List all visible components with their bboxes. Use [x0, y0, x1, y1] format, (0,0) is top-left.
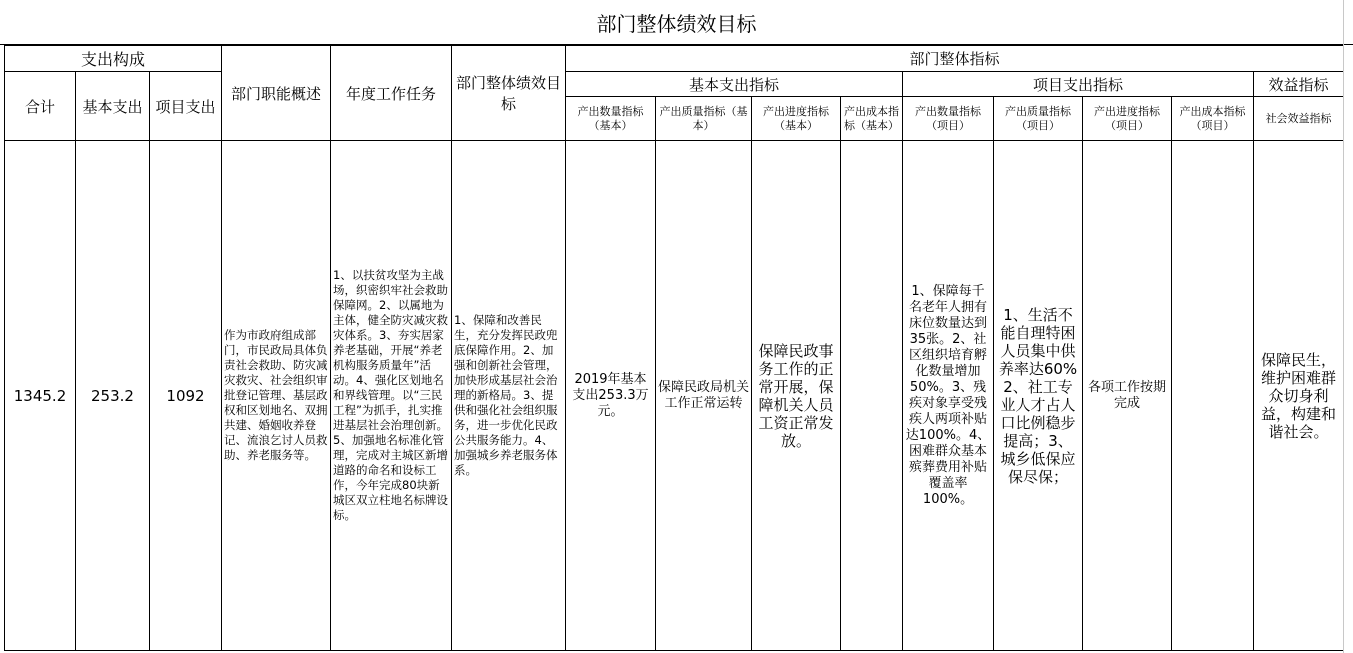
header-basic-expenditure[interactable]: 基本支出 [76, 72, 150, 141]
cell-proj-cost[interactable] [1172, 141, 1254, 651]
cell-proj-qty[interactable]: 1、保障每千名老年人拥有床位数量达到35张。2、社区组织培育孵化数量增加50%。3、残疾对象享受残疾人两项补贴达100%。4、困难群众基本殡葬费用补贴覆盖率100%。 [903, 141, 994, 651]
cell-basic-qty[interactable]: 2019年基本支出253.3万元。 [566, 141, 656, 651]
performance-table [4, 45, 1344, 651]
header-basic-quality[interactable]: 产出质量指标（基本） [656, 97, 752, 141]
cell-basic[interactable]: 253.2 [76, 141, 150, 651]
cell-project[interactable]: 1092 [150, 141, 222, 651]
cell-basic-cost[interactable] [841, 141, 903, 651]
cell-proj-quality[interactable]: 1、生活不能自理特困人员集中供养率达60% 2、社工专业人才占人口比例稳步提高；3、城乡低保应保尽保； [994, 141, 1083, 651]
cell-basic-quality[interactable]: 保障民政局机关工作正常运转 [656, 141, 752, 651]
header-social-benefit[interactable]: 社会效益指标 [1254, 97, 1344, 141]
header-basic-cost[interactable]: 产出成本指标（基本） [841, 97, 903, 141]
grid-line [1343, 0, 1353, 45]
header-dept-function[interactable]: 部门职能概述 [222, 46, 331, 141]
header-dept-goal[interactable]: 部门整体绩效目标 [452, 46, 566, 141]
header-annual-tasks[interactable]: 年度工作任务 [331, 46, 452, 141]
header-basic-qty[interactable]: 产出数量指标（基本） [566, 97, 656, 141]
header-proj-progress[interactable]: 产出进度指标（项目） [1083, 97, 1172, 141]
cell-social-benefit[interactable]: 保障民生，维护困难群众切身利益，构建和谐社会。 [1254, 141, 1344, 651]
cell-proj-progress[interactable]: 各项工作按期完成 [1083, 141, 1172, 651]
header-project-expenditure[interactable]: 项目支出 [150, 72, 222, 141]
page-title: 部门整体绩效目标 [0, 0, 1353, 45]
header-dept-indicators[interactable]: 部门整体指标 [566, 46, 1344, 72]
cell-total[interactable]: 1345.2 [5, 141, 76, 651]
header-proj-cost[interactable]: 产出成本指标（项目） [1172, 97, 1254, 141]
header-basic-progress[interactable]: 产出进度指标（基本） [752, 97, 841, 141]
header-benefit-indicators[interactable]: 效益指标 [1254, 72, 1344, 97]
cell-tasks[interactable]: 1、以扶贫攻坚为主战场，织密织牢社会救助保障网。2、以属地为主体，健全防灾减灾救灾体系。3、夯实居家养老基础，开展“养老机构服务质量年”活动。4、强化区划地名和界线管理。以“三民工程”为抓手，扎实推进基层社会治理创新。5、加强地名标准化管理，完成对主城区新增道路的命名和设标工作，今年完成80块新城区双立柱地名标牌设标。 [331, 141, 452, 651]
header-total[interactable]: 合计 [5, 72, 76, 141]
cell-goal[interactable]: 1、保障和改善民生，充分发挥民政兜底保障作用。2、加强和创新社会管理，加快形成基层社会治理的新格局。3、提供和强化社会组织服务，进一步优化民政公共服务能力。4、加强城乡养老服务体系。 [452, 141, 566, 651]
header-expenditure-composition[interactable]: 支出构成 [5, 46, 222, 72]
cell-function[interactable]: 作为市政府组成部门，市民政局具体负责社会救助、防灾减灾救灾、社会组织审批登记管理、基层政权和区划地名、双拥共建、婚姻收养登记、流浪乞讨人员救助、养老服务等。 [222, 141, 331, 651]
header-basic-indicators[interactable]: 基本支出指标 [566, 72, 903, 97]
grid-line [1343, 45, 1353, 653]
cell-basic-progress[interactable]: 保障民政事务工作的正常开展，保障机关人员工资正常发放。 [752, 141, 841, 651]
header-proj-quality[interactable]: 产出质量指标（项目） [994, 97, 1083, 141]
header-project-indicators[interactable]: 项目支出指标 [903, 72, 1254, 97]
header-proj-qty[interactable]: 产出数量指标（项目） [903, 97, 994, 141]
